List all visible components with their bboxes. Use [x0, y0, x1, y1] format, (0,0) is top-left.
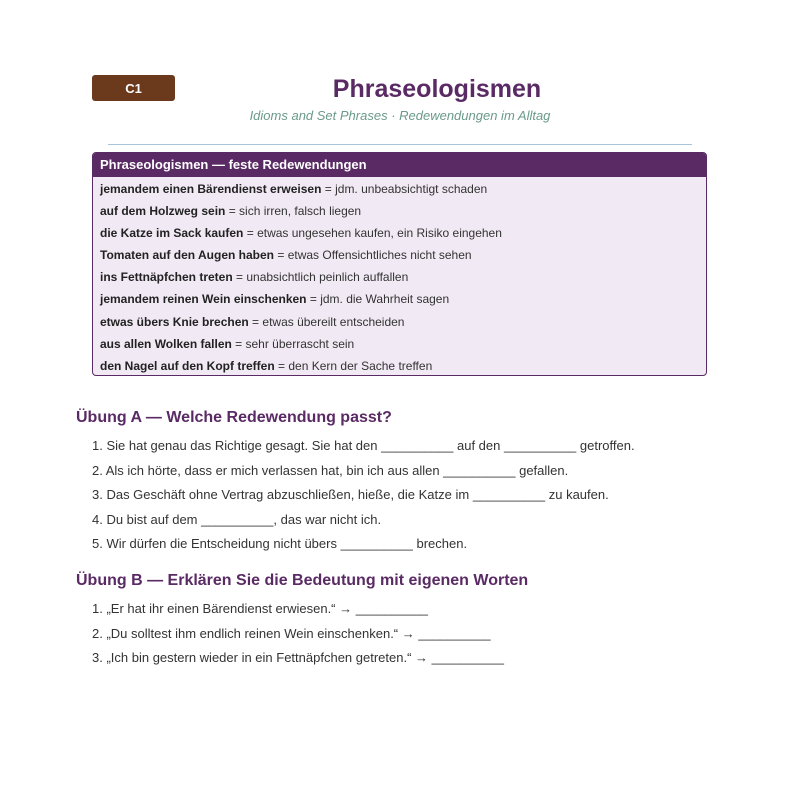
level-badge: C1 [92, 75, 175, 101]
exercise-a-item: 2. Als ich hörte, dass er mich verlassen hat, bin ich aus allen __________ gefallen. [92, 462, 569, 478]
phrase-meaning: = den Kern der Sache treffen [274, 358, 433, 373]
exercise-a-item: 4. Du bist auf dem __________, das war nicht ich. [92, 511, 382, 527]
header-divider [108, 144, 692, 145]
exercise-b-item: 3. „Ich bin gestern wieder in ein Fettnäpfchen getreten.“ → __________ [92, 650, 504, 665]
phrase-term: jemandem einen Bärendienst erweisen [100, 182, 322, 196]
phrase-term: ins Fettnäpfchen treten [100, 270, 233, 285]
exercise-a-list [92, 434, 635, 557]
exercise-a-item: 1. Sie hat genau das Richtige gesagt. Sie hat den __________ auf den __________ getroffen. [92, 438, 635, 453]
phrase-meaning: = jdm. unbeabsichtigt schaden [321, 182, 488, 196]
exercise-b-list [92, 597, 504, 671]
phrase-meaning: = jdm. die Wahrheit sagen [306, 292, 450, 307]
phrase-meaning: = sich irren, falsch liegen [225, 204, 362, 219]
phrase-item [100, 311, 706, 333]
phrase-box [92, 152, 707, 376]
phrase-list [93, 177, 706, 376]
exercise-a-heading: Übung A — Welche Redewendung passt? [76, 409, 392, 426]
phrase-term: auf dem Holzweg sein [100, 204, 226, 219]
phrase-term: aus allen Wolken fallen [100, 336, 232, 351]
exercise-b-item: 2. „Du solltest ihm endlich reinen Wein einschenken.“ → __________ [92, 625, 491, 641]
page-subtitle: Idioms and Set Phrases · Redewendungen im Alltag [249, 108, 551, 123]
phrase-item [100, 200, 706, 222]
phrase-term: Tomaten auf den Augen haben [100, 248, 275, 263]
phrase-term: die Katze im Sack kaufen [100, 226, 244, 241]
phrase-item [100, 333, 706, 355]
phrase-item [100, 266, 706, 288]
phrase-term: den Nagel auf den Kopf treffen [100, 358, 275, 373]
phrase-term: jemandem reinen Wein einschenken [100, 292, 307, 307]
phrase-meaning: = etwas Offensichtliches nicht sehen [274, 248, 472, 263]
exercise-b-heading: Übung B — Erklären Sie die Bedeutung mit eigenen Worten [76, 572, 529, 589]
phrase-item [100, 355, 706, 376]
phrase-term: etwas übers Knie brechen [100, 314, 249, 329]
exercise-b-item: 1. „Er hat ihr einen Bärendienst erwiesen.“ → __________ [92, 601, 429, 616]
phrase-item [100, 178, 706, 200]
phrase-item [100, 244, 706, 266]
phrase-meaning: = etwas ungesehen kaufen, ein Risiko eingehen [243, 226, 502, 241]
phrase-meaning: = sehr überrascht sein [231, 336, 355, 351]
phrase-meaning: = etwas übereilt entscheiden [248, 314, 405, 329]
exercise-a-item: 3. Das Geschäft ohne Vertrag abzuschließen, hieße, die Katze im __________ zu kaufen. [92, 487, 609, 502]
phrase-item [100, 222, 706, 244]
phrase-box-heading: Phraseologismen — feste Redewendungen [93, 153, 706, 177]
exercise-a-item: 5. Wir dürfen die Entscheidung nicht übers __________ brechen. [92, 536, 468, 551]
phrase-meaning: = unabsichtlich peinlich auffallen [232, 270, 409, 285]
phrase-item [100, 288, 706, 310]
page-title: Phraseologismen [332, 75, 542, 103]
